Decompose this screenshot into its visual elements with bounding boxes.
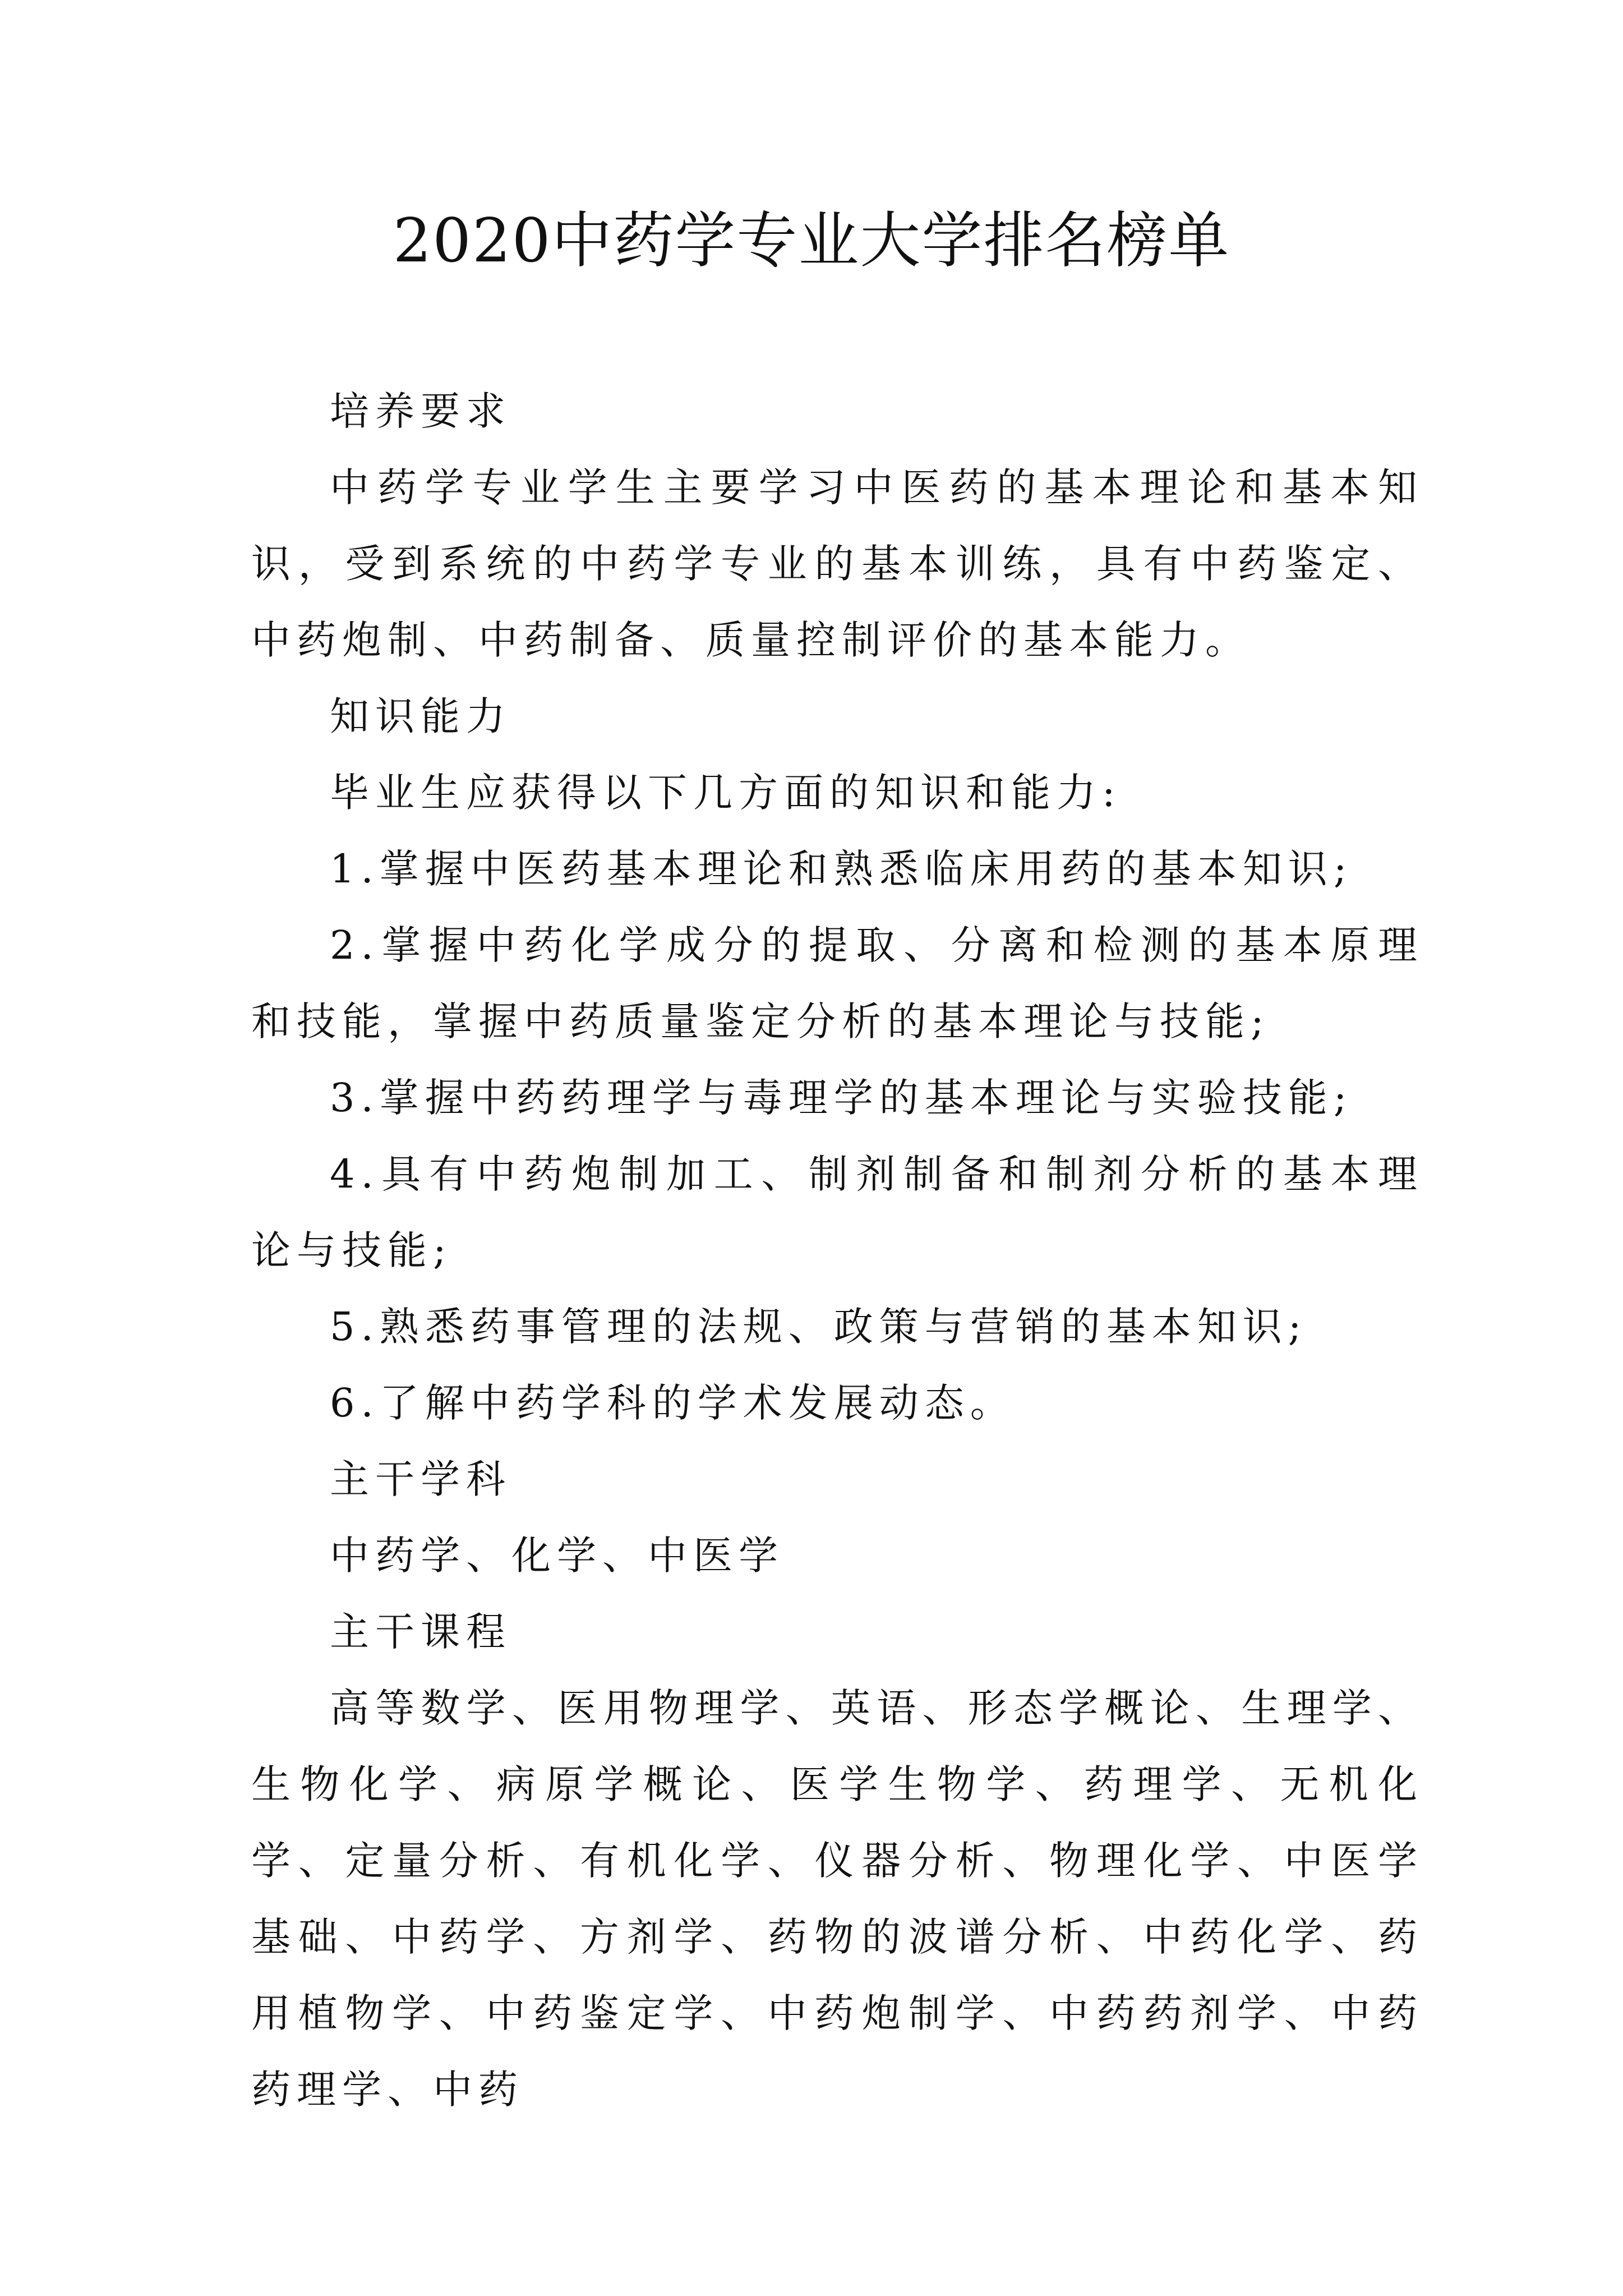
paragraph-main-courses: 高等数学、医用物理学、英语、形态学概论、生理学、生物化学、病原学概论、医学生物学、药理学、无机化学、定量分析、有机化学、仪器分析、物理化学、中医学基础、中药学、方剂学、药物的波谱分析、中药化学、药用植物学、中药鉴定学、中药炮制学、中药药剂学、中药药理学、中药 [251, 1685, 1423, 2113]
list-item-5: 5.熟悉药事管理的法规、政策与营销的基本知识; [330, 1304, 1308, 1350]
heading-knowledge-ability: 知识能力 [330, 693, 511, 739]
heading-main-courses: 主干课程 [330, 1609, 511, 1655]
paragraph-main-disciplines: 中药学、化学、中医学 [330, 1533, 784, 1579]
list-item-6: 6.了解中药学科的学术发展动态。 [330, 1380, 1016, 1426]
document-title: 2020中药学专业大学排名榜单 [393, 206, 1230, 276]
document-body [251, 373, 1423, 2128]
paragraph-knowledge-ability-intro: 毕业生应获得以下几方面的知识和能力: [330, 770, 1122, 816]
list-item-4: 4.具有中药炮制加工、制剂制备和制剂分析的基本理论与技能; [251, 1151, 1423, 1273]
list-item-2: 2.掌握中药化学成分的提取、分离和检测的基本原理和技能，掌握中药质量鉴定分析的基本理论与技能; [251, 922, 1423, 1045]
paragraph-training-requirements: 中药学专业学生主要学习中医药的基本理论和基本知识，受到系统的中药学专业的基本训练，具有中药鉴定、中药炮制、中药制备、质量控制评价的基本能力。 [251, 464, 1423, 663]
heading-training-requirements: 培养要求 [330, 388, 511, 434]
heading-main-disciplines: 主干学科 [330, 1456, 511, 1502]
list-item-1: 1.掌握中医药基本理论和熟悉临床用药的基本知识; [330, 846, 1353, 892]
list-item-3: 3.掌握中药药理学与毒理学的基本理论与实验技能; [330, 1075, 1353, 1121]
